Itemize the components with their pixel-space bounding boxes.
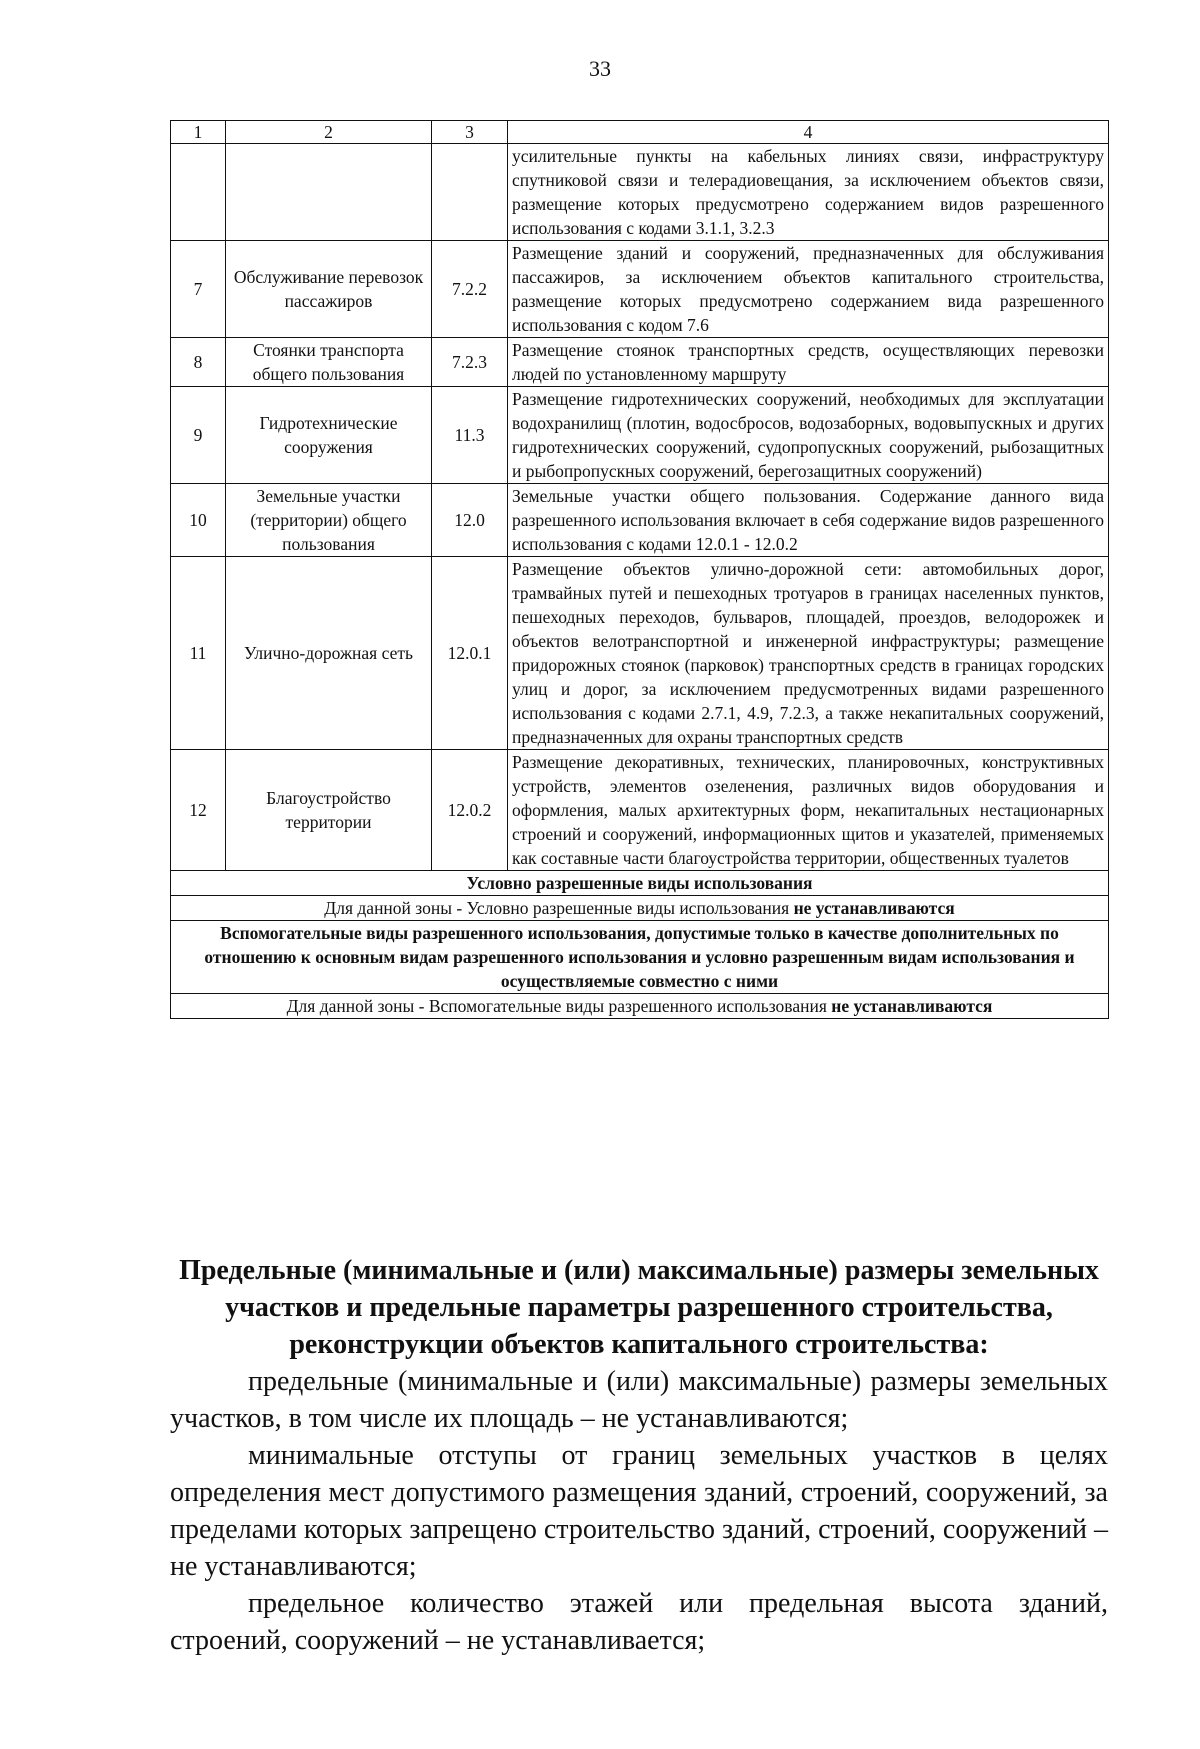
use-type-description: усилительные пункты на кабельных линиях связи, инфраструктуру спутниковой связи и телерадиовещания, за исключением объектов связи, размещение которых предусмотрено содержанием видов разрешенного использования с кодами 3.1.1, 3.2.3: [508, 144, 1109, 241]
use-type-name: Гидротехнические сооружения: [226, 387, 432, 484]
use-type-name: Земельные участки (территории) общего пользования: [226, 484, 432, 557]
table-row: [171, 557, 1109, 750]
use-type-name: Стоянки транспорта общего пользования: [226, 338, 432, 387]
use-type-code: 12.0.2: [432, 750, 508, 871]
use-type-name: Благоустройство территории: [226, 750, 432, 871]
conditional-uses-heading-row: [171, 871, 1109, 896]
paragraph: предельное количество этажей или предельная высота зданий, строений, сооружений – не устанавливается;: [170, 1588, 1108, 1656]
use-type-description: Земельные участки общего пользования. Содержание данного вида разрешенного использования включает в себя содержание видов разрешенного использования с кодами 12.0.1 - 12.0.2: [508, 484, 1109, 557]
use-type-code: 12.0.1: [432, 557, 508, 750]
row-number: 9: [171, 387, 226, 484]
use-type-description: Размещение декоративных, технических, планировочных, конструктивных устройств, элементов озеленения, различных видов оборудования и оформления, малых архитектурных форм, некапитальных нестационарных строений и сооружений, информационных щитов и указателей, применяемых как составные части благоустройства территории, общественных туалетов: [508, 750, 1109, 871]
table-row: [171, 387, 1109, 484]
table-row: [171, 484, 1109, 557]
paragraph: минимальные отступы от границ земельных участков в целях определения мест допустимого размещения зданий, строений, сооружений, за пределами которых запрещено строительство зданий, строений, сооружений – не устанавливаются;: [170, 1440, 1108, 1582]
section-title: Предельные (минимальные и (или) максимальные) размеры земельных участков и предельные параметры разрешенного строительства, реконструкции объектов капитального строительства:: [179, 1255, 1099, 1360]
auxiliary-uses-note-row: [171, 994, 1109, 1019]
table-row: [171, 241, 1109, 338]
column-header: 4: [508, 121, 1109, 144]
column-header: 1: [171, 121, 226, 144]
use-type-description: Размещение гидротехнических сооружений, необходимых для эксплуатации водохранилищ (плотин, водосбросов, водозаборных, водовыпускных и других гидротехнических сооружений, судопропускных сооружений, рыбозащитных и рыбопропускных сооружений, берегозащитных сооружений): [508, 387, 1109, 484]
column-header: 2: [226, 121, 432, 144]
conditional-uses-note: [171, 896, 1109, 921]
use-type-name: Обслуживание перевозок пассажиров: [226, 241, 432, 338]
use-type-code: 12.0: [432, 484, 508, 557]
row-number: 11: [171, 557, 226, 750]
table-row: [171, 338, 1109, 387]
auxiliary-uses-note-text: Для данной зоны - Вспомогательные виды разрешенного использования: [286, 996, 832, 1016]
use-type-name: Улично-дорожная сеть: [226, 557, 432, 750]
land-use-table: [170, 120, 1109, 1019]
table-row: [171, 750, 1109, 871]
table-header-row: [171, 121, 1109, 144]
auxiliary-uses-heading-row: [171, 921, 1109, 994]
page-number: 33: [589, 56, 611, 81]
row-number: 8: [171, 338, 226, 387]
auxiliary-uses-note-status: не устанавливаются: [831, 996, 993, 1016]
use-type-name: [226, 144, 432, 241]
table-row: [171, 144, 1109, 241]
auxiliary-uses-note: [171, 994, 1109, 1019]
paragraph: предельные (минимальные и (или) максимальные) размеры земельных участков, в том числе их площадь – не устанавливаются;: [170, 1366, 1108, 1434]
column-header: 3: [432, 121, 508, 144]
conditional-uses-note-row: [171, 896, 1109, 921]
use-type-code: 7.2.3: [432, 338, 508, 387]
conditional-uses-note-status: не устанавливаются: [793, 898, 955, 918]
conditional-uses-heading: Условно разрешенные виды использования: [171, 871, 1109, 896]
use-type-code: [432, 144, 508, 241]
row-number: 10: [171, 484, 226, 557]
use-type-code: 7.2.2: [432, 241, 508, 338]
auxiliary-uses-heading: Вспомогательные виды разрешенного использования, допустимые только в качестве дополнительных по отношению к основным видам разрешенного использования и условно разрешенным видам использования и осуществляемые совместно с ними: [171, 921, 1109, 994]
row-number: 12: [171, 750, 226, 871]
row-number: [171, 144, 226, 241]
use-type-description: Размещение стоянок транспортных средств, осуществляющих перевозки людей по установленному маршруту: [508, 338, 1109, 387]
use-type-description: Размещение зданий и сооружений, предназначенных для обслуживания пассажиров, за исключением объектов капитального строительства, размещение которых предусмотрено содержанием вида разрешенного использования с кодом 7.6: [508, 241, 1109, 338]
use-type-code: 11.3: [432, 387, 508, 484]
limit-parameters-section: [170, 1252, 1108, 1659]
conditional-uses-note-text: Для данной зоны - Условно разрешенные виды использования: [324, 898, 794, 918]
row-number: 7: [171, 241, 226, 338]
use-type-description: Размещение объектов улично-дорожной сети: автомобильных дорог, трамвайных путей и пешеходных тротуаров в границах населенных пунктов, пешеходных переходов, бульваров, площадей, проездов, велодорожек и объектов велотранспортной и инженерной инфраструктуры; размещение придорожных стоянок (парковок) транспортных средств в границах городских улиц и дорог, за исключением предусмотренных видами разрешенного использования с кодами 2.7.1, 4.9, 7.2.3, а также некапитальных сооружений, предназначенных для охраны транспортных средств: [508, 557, 1109, 750]
